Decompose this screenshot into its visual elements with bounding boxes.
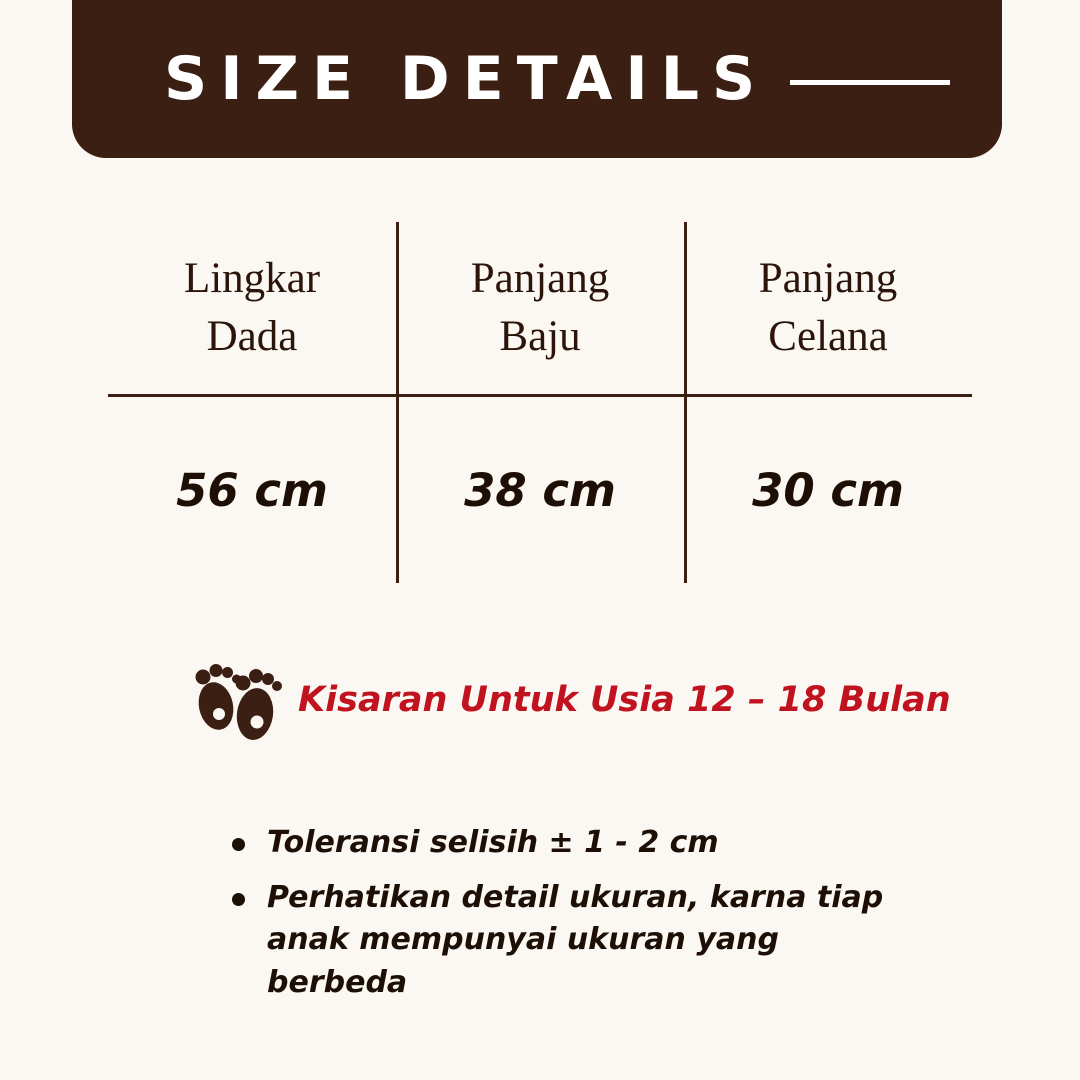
list-item: [232, 877, 992, 1005]
note-text: Toleransi selisih ± 1 - 2 cm: [267, 825, 719, 860]
header-banner: [72, 0, 1002, 158]
table-header-line1: Lingkar: [183, 254, 321, 302]
table-header-line2: Dada: [206, 313, 298, 360]
table-header-cell-panjang-celana: [684, 222, 972, 394]
age-range-note: [186, 640, 986, 760]
bullet-icon: [232, 838, 245, 851]
notes-list: [232, 822, 992, 1016]
table-header-cell-panjang-baju: [396, 222, 684, 394]
table-header-line1: Panjang: [758, 254, 898, 302]
table-value-row: [108, 397, 972, 583]
table-value-cell-panjang-celana: 30 cm: [684, 397, 972, 583]
list-item: [232, 822, 992, 865]
age-range-text: Kisaran Untuk Usia 12 – 18 Bulan: [298, 680, 951, 720]
table-header-line1: Panjang: [470, 254, 610, 302]
header-divider-line: [790, 80, 950, 85]
table-header-row: [108, 222, 972, 394]
table-header-line2: Celana: [768, 313, 888, 360]
baby-footprints-icon: [186, 648, 290, 752]
page-title: SIZE DETAILS: [164, 44, 769, 114]
bullet-icon: [232, 893, 245, 906]
table-value-cell-panjang-baju: 38 cm: [396, 397, 684, 583]
table-header-cell-lingkar-dada: [108, 222, 396, 394]
table-header-line2: Baju: [499, 313, 581, 360]
note-text: Perhatikan detail ukuran, karna tiap anak mempunyai ukuran yang berbeda: [267, 879, 884, 1000]
size-details-table: [108, 222, 972, 580]
table-value-cell-lingkar-dada: 56 cm: [176, 463, 328, 517]
